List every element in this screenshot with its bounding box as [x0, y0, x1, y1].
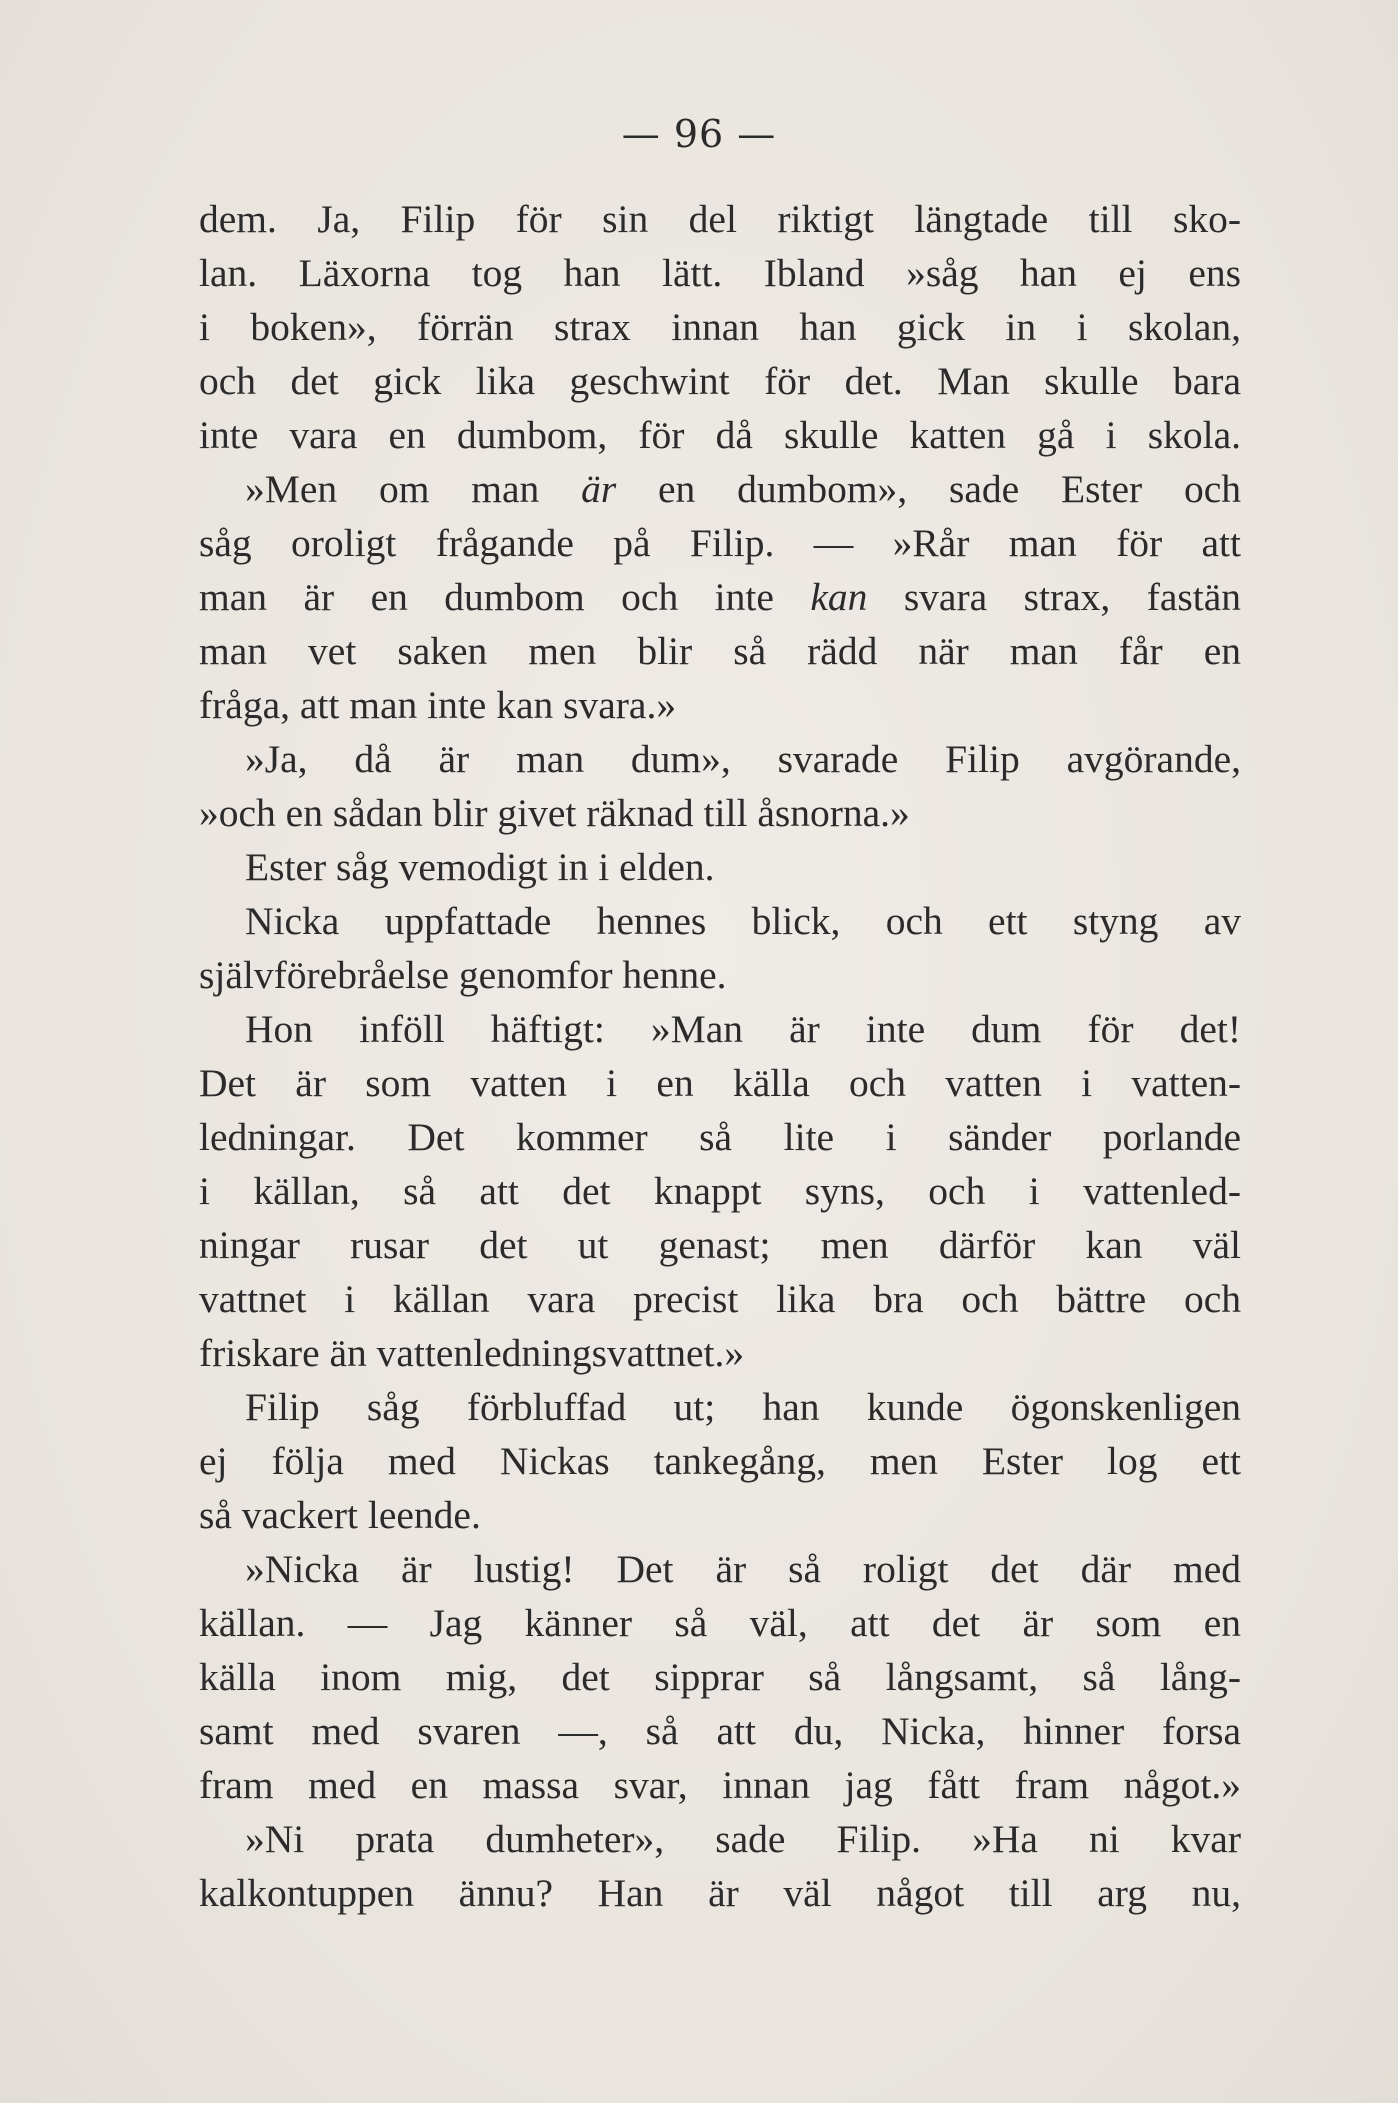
text-line: ningar rusar det ut genast; men därför kan väl	[199, 1223, 1241, 1267]
text-line: »och en sådan blir givet räknad till åsnorna.»	[199, 791, 910, 835]
text-line: vattnet i källan vara precist lika bra och bättre och	[199, 1277, 1241, 1321]
text-line: »Nicka är lustig! Det är så roligt det där med	[245, 1547, 1241, 1591]
text-line: självförebråelse genomfor henne.	[199, 953, 727, 997]
text-line: samt med svaren —, så att du, Nicka, hinner forsa	[199, 1709, 1241, 1753]
emphasized-word: kan	[810, 575, 868, 619]
page-number: — 96 —	[621, 112, 777, 156]
text-line: fråga, att man inte kan svara.»	[199, 683, 677, 727]
text-segment: en dumbom», sade Ester och	[616, 467, 1241, 511]
text-line: Det är som vatten i en källa och vatten i vatten-	[199, 1061, 1241, 1105]
text-line: i boken», förrän strax innan han gick in i skolan,	[199, 305, 1241, 349]
text-line: ej följa med Nickas tankegång, men Ester log ett	[199, 1439, 1241, 1483]
text-line: »Ni prata dumheter», sade Filip. »Ha ni kvar	[245, 1817, 1241, 1861]
text-line: fram med en massa svar, innan jag fått fram något.»	[199, 1763, 1241, 1807]
text-line: lan. Läxorna tog han lätt. Ibland »såg han ej ens	[199, 251, 1241, 295]
text-line: källa inom mig, det sipprar så långsamt, så lång-	[199, 1655, 1241, 1699]
text-segment: svara strax, fastän	[867, 575, 1242, 619]
text-line: källan. — Jag känner så väl, att det är som en	[199, 1601, 1241, 1645]
text-line	[199, 570, 1241, 624]
text-line: inte vara en dumbom, för då skulle katten gå i skola.	[199, 413, 1241, 457]
text-segment: man är en dumbom och inte	[199, 575, 811, 619]
text-line: kalkontuppen ännu? Han är väl något till arg nu,	[199, 1871, 1241, 1915]
text-line: »Ja, då är man dum», svarade Filip avgörande,	[245, 737, 1241, 781]
text-line: Hon inföll häftigt: »Man är inte dum för det!	[245, 1007, 1241, 1051]
text-line: så vackert leende.	[199, 1493, 481, 1537]
text-line: dem. Ja, Filip för sin del riktigt längtade till sko-	[199, 197, 1241, 241]
text-line: och det gick lika geschwint för det. Man skulle bara	[199, 359, 1241, 403]
text-segment: »Men om man	[245, 467, 582, 511]
text-line: man vet saken men blir så rädd när man får en	[199, 629, 1241, 673]
text-line: ledningar. Det kommer så lite i sänder porlande	[199, 1115, 1241, 1159]
body-text	[199, 192, 1241, 1920]
text-line: friskare än vattenledningsvattnet.»	[199, 1331, 745, 1375]
text-line: i källan, så att det knappt syns, och i vattenled-	[199, 1169, 1241, 1213]
text-line: Ester såg vemodigt in i elden.	[245, 845, 715, 889]
text-line: såg oroligt frågande på Filip. — »Rår man för att	[199, 521, 1241, 565]
text-line: Filip såg förbluffad ut; han kunde ögonskenligen	[245, 1385, 1241, 1429]
emphasized-word: är	[581, 467, 617, 511]
text-line: Nicka uppfattade hennes blick, och ett styng av	[245, 899, 1241, 943]
text-line	[199, 462, 1241, 516]
